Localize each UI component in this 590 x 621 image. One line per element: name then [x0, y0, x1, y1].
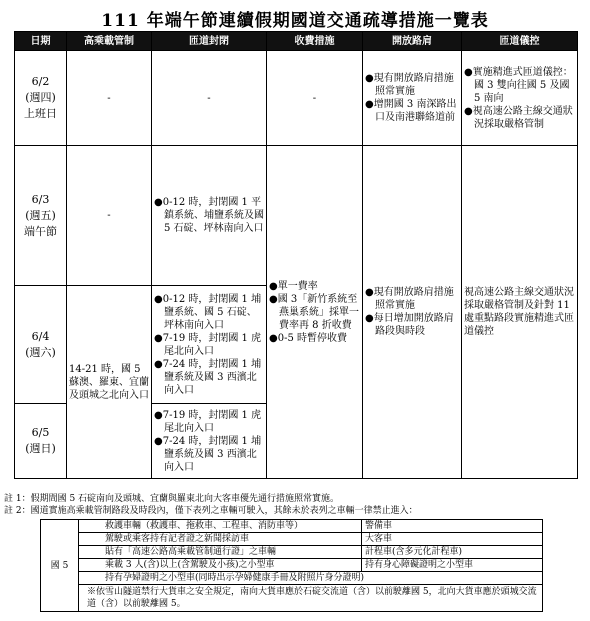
bullet-item: ●每日增加開放路肩路段與時段: [365, 313, 454, 337]
ramp-cell-6-3: [152, 146, 267, 286]
meter-cell-6-3-to-6-5: [462, 146, 578, 479]
header-ramp-closure: 匝道封閉: [152, 32, 267, 51]
header-hov: 高乘載管制: [67, 32, 152, 51]
row-6-3: [15, 146, 578, 286]
header-ramp-metering: 匝道儀控: [462, 32, 578, 51]
date-text: 6/5: [31, 426, 50, 439]
vehicle-cell: 持有孕婦證明之小型車(同時出示孕婦健康手冊及附照片身分證明): [79, 572, 543, 585]
vehicle-cell: 乘載 3 人(含)以上(含駕駛及小孩)之小型車: [79, 559, 362, 572]
note-2: 註 2：國道實施高乘載管制路段及時段內，僅下表列之車輛可駛入，其餘未於表列之車輛一律禁止進入：: [4, 506, 418, 516]
date-text: 6/4: [31, 329, 50, 343]
vehicle-cell: 救護車輛（救護車、拖救車、工程車、消防車等）: [79, 520, 362, 533]
shoulder-cell-6-2: [363, 51, 462, 146]
lane-label: 國 5: [41, 520, 79, 612]
hov-cell-6-2: -: [67, 51, 152, 146]
bullet-item: ●單一費率: [269, 280, 318, 292]
bullet-item: ●7-19 時，封閉國 1 虎尾北向入口: [154, 332, 262, 357]
vehicle-cell: 大客車: [362, 533, 543, 546]
header-shoulder: 開放路肩: [363, 32, 462, 51]
note-1: 註 1：假期間國 5 石碇南向及頭城、宜蘭與羅東北向大客車優先通行措施照常實施。: [4, 494, 340, 504]
vehicle-cell: 警備車: [362, 520, 543, 533]
meter-cell-6-2: [462, 51, 578, 146]
meter-text: 視高速公路主線交通狀況採取嚴格管制及針對 11 處重點路段實施精進式匝道儀控: [464, 287, 574, 337]
header-row: [15, 32, 578, 51]
date-cell-6-4: [15, 286, 67, 404]
day-label: 上班日: [24, 107, 57, 120]
date-text: 6/3: [31, 192, 50, 206]
day-label: 端午節: [24, 224, 57, 238]
hov-cell-6-3: -: [67, 146, 152, 286]
hov-text: 14-21 時，國 5 蘇澳、羅東、宜蘭及頭城之北向入口: [69, 363, 149, 401]
ramp-cell-6-2: -: [152, 51, 267, 146]
vehicle-footnote-row: [41, 585, 543, 612]
bullet-item: ●0-5 時暫停收費: [269, 332, 348, 344]
bullet-item: ●0-12 時，封閉國 1 平鎮系統、埔鹽系統及國 5 石碇、坪林南向入口: [154, 197, 264, 234]
vehicle-cell: 駕駛或乘客持有記者證之新聞採訪車: [79, 533, 362, 546]
vehicle-row: [41, 572, 543, 585]
toll-cell-6-3-to-6-5: [267, 146, 363, 479]
ramp-cell-6-4: [152, 286, 267, 404]
shoulder-cell-6-3-to-6-5: [363, 146, 462, 479]
hov-cell-6-4-to-6-5: [67, 286, 152, 479]
bullet-item: ●7-19 時，封閉國 1 虎尾北向入口: [154, 409, 262, 434]
weekday-text: (週六): [25, 345, 56, 359]
weekday-text: (週日): [25, 442, 56, 455]
vehicle-cell: 貼有「高速公路高乘載管制通行證」之車輛: [79, 546, 362, 559]
vehicle-row: [41, 546, 543, 559]
vehicle-cell: 持有身心障礙證明之小型車: [362, 559, 543, 572]
bullet-item: ●現有開放路肩措施照常實施: [365, 287, 454, 311]
date-cell-6-5: [15, 404, 67, 479]
vehicle-table: [40, 519, 543, 612]
date-cell-6-2: [15, 51, 67, 146]
bullet-item: ●現有開放路肩措施照常實施: [365, 73, 454, 97]
bullet-item: ●國 3「新竹系統至燕巢系統」採單一費率再 8 折收費: [269, 293, 359, 331]
bullet-item: ●增開國 3 南深路出口及南港聯絡道前: [365, 99, 457, 123]
weekday-text: (週五): [25, 208, 56, 222]
bullet-item: ●7-24 時，封閉國 1 埔鹽系統及國 3 西濱北向入口: [154, 358, 262, 396]
vehicle-row: [41, 520, 543, 533]
vehicle-row: [41, 533, 543, 546]
weekday-text: (週四): [25, 91, 56, 104]
header-toll: 收費措施: [267, 32, 363, 51]
date-text: 6/2: [31, 75, 50, 88]
date-cell-6-3: [15, 146, 67, 286]
page-title: 111 年端午節連續假期國道交通疏導措施一覽表: [101, 11, 489, 31]
vehicle-footnote: ※依雪山隧道禁行大貨車之安全規定，南向大貨車應於石碇交流道（含）以前駛離國 5，北向大貨車應於頭城交流道（含）以前駛離國 5。: [79, 585, 543, 612]
bullet-item: ●實施精進式匝道儀控：國 3 雙向往國 5 及國 5 南向: [464, 66, 573, 104]
row-6-2: [15, 51, 578, 146]
measures-table: [14, 31, 578, 479]
bullet-item: ●0-12 時，封閉國 1 埔鹽系統、國 5 石碇、坪林南向入口: [154, 293, 262, 331]
vehicle-cell: 計程車(含多元化計程車): [362, 546, 543, 559]
toll-cell-6-2: -: [267, 51, 363, 146]
bullet-item: ●7-24 時，封閉國 1 埔鹽系統及國 3 西濱北向入口: [154, 435, 262, 473]
vehicle-row: [41, 559, 543, 572]
bullet-item: ●視高速公路主線交通狀況採取嚴格管制: [464, 105, 573, 130]
header-date: 日期: [15, 32, 67, 51]
ramp-cell-6-5: [152, 404, 267, 479]
